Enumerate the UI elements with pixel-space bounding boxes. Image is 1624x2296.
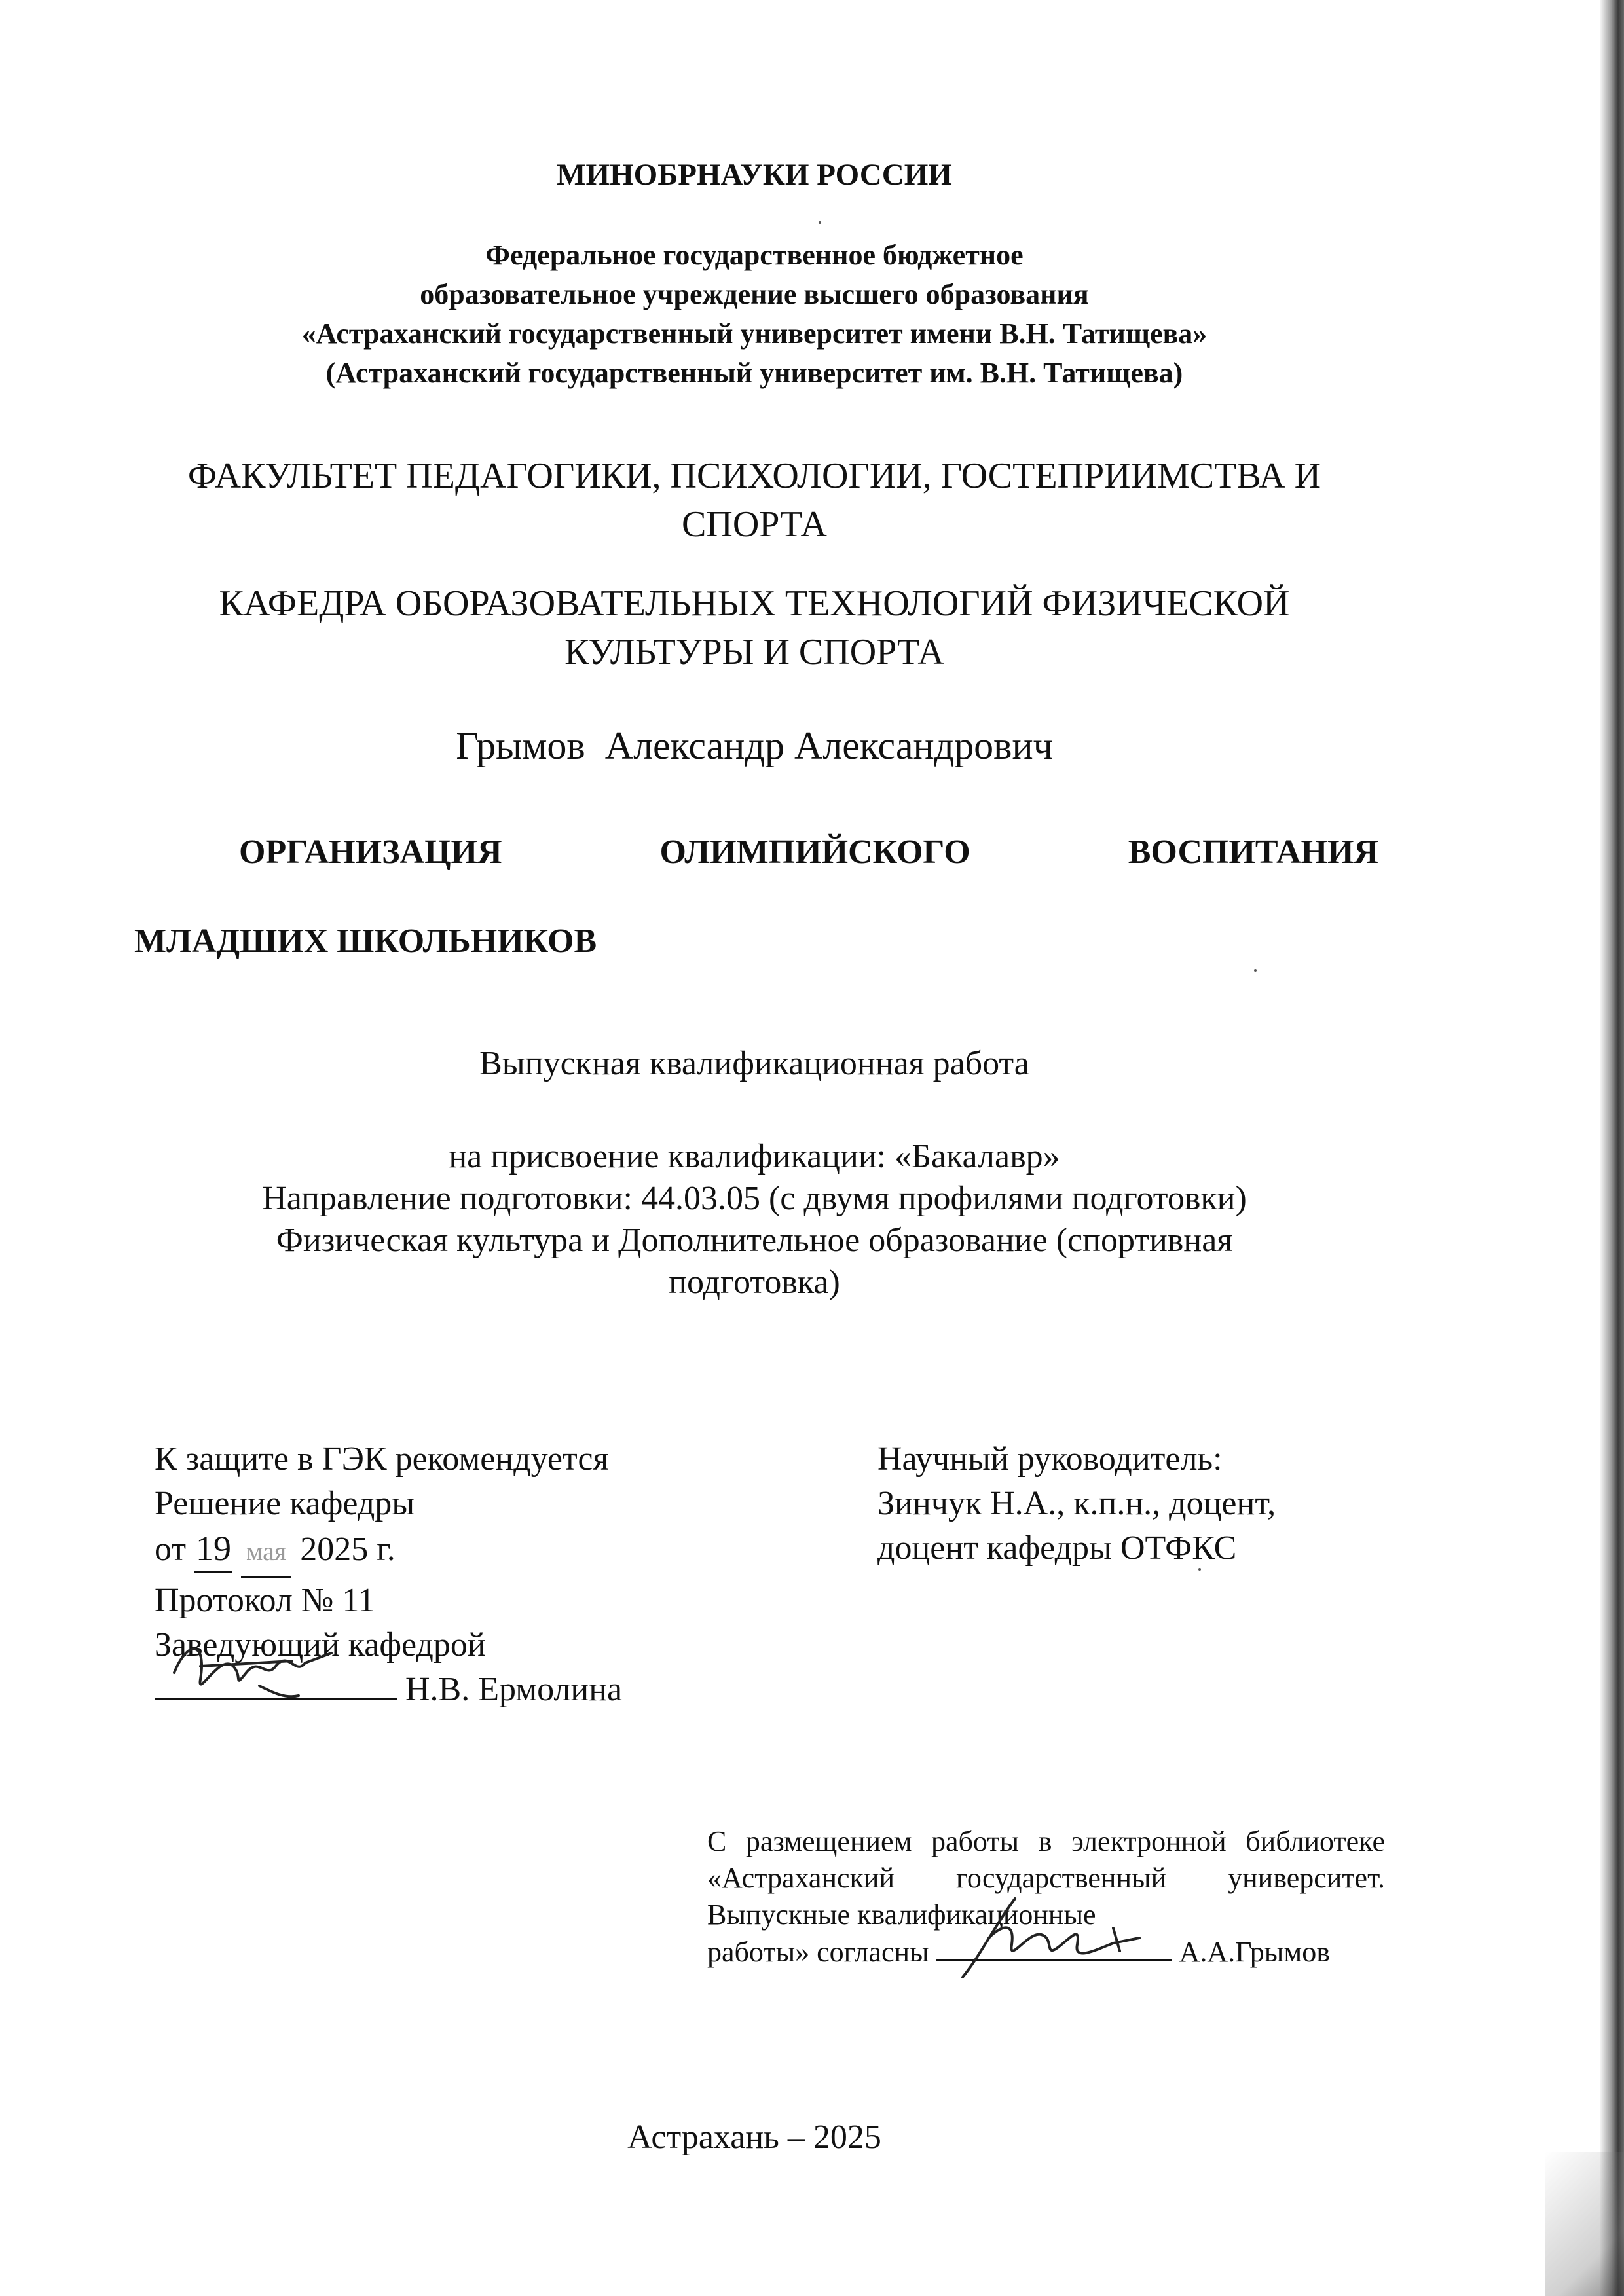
author-signature-icon [917, 1886, 1179, 1984]
decision-date [155, 1526, 622, 1578]
supervisor-name: Зинчук Н.А., к.п.н., доцент, [877, 1485, 1276, 1522]
consent-agree: работы» согласны [707, 1936, 929, 1968]
qualification-block [0, 1136, 1509, 1303]
faculty-line: СПОРТА [682, 504, 827, 545]
title-word: ОЛИМПИЙСКОГО [659, 833, 970, 871]
supervisor-block [877, 1437, 1276, 1571]
scan-speck [1198, 1568, 1201, 1571]
head-title: Заведующий кафедрой [155, 1626, 486, 1664]
institution-line: Федеральное государственное бюджетное [485, 239, 1024, 271]
department-line: КУЛЬТУРЫ И СПОРТА [564, 632, 944, 672]
supervisor-label: Научный руководитель: [877, 1440, 1223, 1478]
defense-line: К защите в ГЭК рекомендуется [155, 1440, 609, 1478]
decision-line: Решение кафедры [155, 1485, 415, 1522]
institution-line: «Астраханский государственный университет имени В.Н. Татищева» [301, 318, 1208, 350]
thesis-title-line-1 [239, 833, 1378, 871]
department-name [0, 579, 1509, 676]
defense-recommendation [155, 1437, 622, 1712]
title-word: ВОСПИТАНИЯ [1128, 833, 1378, 871]
institution-line: образовательное учреждение высшего образования [420, 278, 1089, 310]
institution-name [0, 236, 1509, 393]
profile-line: Физическая культура и Дополнительное образование (спортивная [276, 1222, 1233, 1259]
head-signature-line [155, 1667, 622, 1712]
supervisor-position: доцент кафедры ОТФКС [877, 1529, 1237, 1567]
date-month: мая [241, 1529, 291, 1578]
head-signature-icon [161, 1627, 397, 1712]
thesis-title-line-2: МЛАДШИХ ШКОЛЬНИКОВ [134, 922, 597, 960]
qualification-line: на присвоение квалификации: «Бакалавр» [449, 1138, 1060, 1175]
protocol-line: Протокол № 11 [155, 1582, 375, 1619]
consent-text: С размещением работы в электронной библиотеке «Астраханский государственный университет. Выпускные квалификационные [707, 1825, 1385, 1931]
ministry-heading: МИНОБРНАУКИ РОССИИ [557, 158, 952, 192]
scan-edge-shadow [1600, 0, 1624, 2296]
city-year: Астрахань – 2025 [627, 2119, 881, 2156]
head-name: Н.В. Ермолина [405, 1671, 623, 1708]
faculty-line: ФАКУЛЬТЕТ ПЕДАГОГИКИ, ПСИХОЛОГИИ, ГОСТЕПРИИМСТВА И [187, 456, 1321, 496]
title-word: ОРГАНИЗАЦИЯ [239, 833, 502, 871]
department-line: КАФЕДРА ОБОРАЗОВАТЕЛЬНЫХ ТЕХНОЛОГИЙ ФИЗИЧЕСКОЙ [219, 583, 1290, 624]
consent-signer: А.А.Грымов [1179, 1936, 1330, 1968]
direction-line: Направление подготовки: 44.03.05 (с двумя профилями подготовки) [262, 1180, 1247, 1217]
author-name: Грымов Александр Александрович [456, 724, 1053, 767]
faculty-name [0, 452, 1509, 549]
scan-corner-shadow [1545, 2152, 1624, 2296]
profile-line-cont: подготовка) [669, 1264, 840, 1301]
institution-line: (Астраханский государственный университет им. В.Н. Татищева) [325, 357, 1183, 389]
scan-speck [1254, 969, 1257, 972]
date-suffix: 2025 г. [300, 1531, 396, 1568]
scan-speck [819, 221, 821, 224]
work-type: Выпускная квалификационная работа [479, 1045, 1029, 1082]
date-day: 19 [194, 1526, 232, 1573]
date-prefix: от [155, 1531, 187, 1568]
